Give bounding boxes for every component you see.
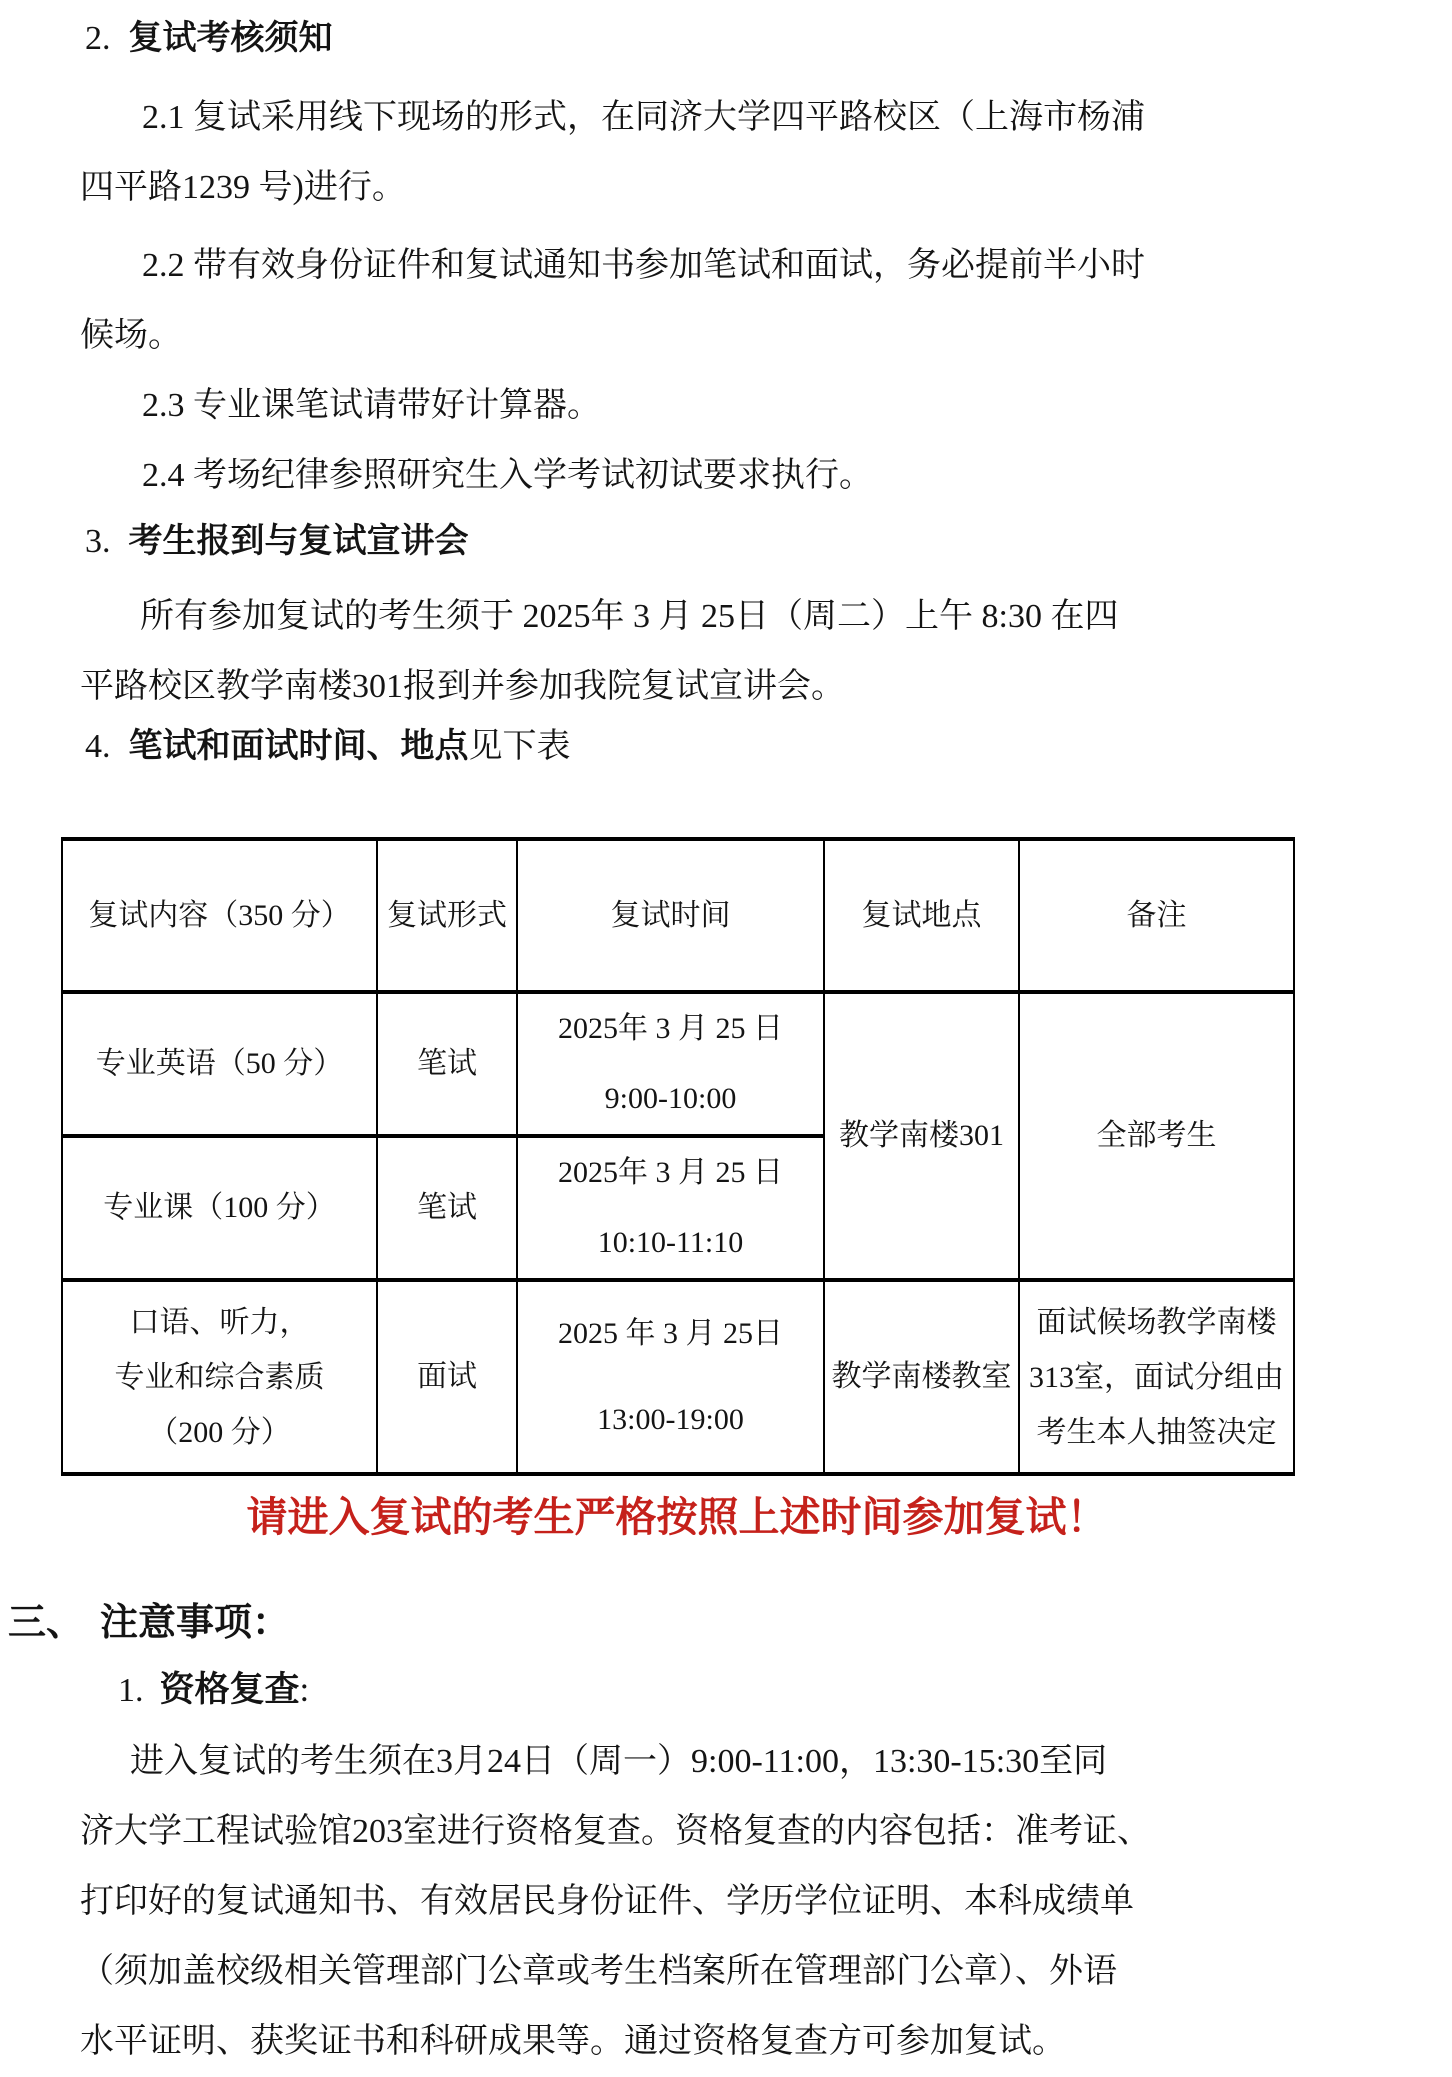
section-heading-4 <box>85 722 1367 771</box>
cell-time-course <box>517 1136 824 1280</box>
paragraph-3-line-2: 平路校区教学南楼301报到并参加我院复试宣讲会。 <box>80 668 845 705</box>
notice-item-1-title: 资格复查 <box>159 1670 300 1709</box>
header-form: 复试形式 <box>377 839 517 992</box>
header-time: 复试时间 <box>517 839 824 992</box>
cell-time-english <box>517 992 824 1136</box>
qualification-line-3: 打印好的复试通知书、有效居民身份证件、学历学位证明、本科成绩单 <box>80 1883 1134 1920</box>
section-heading-2 <box>85 14 1367 63</box>
cell-form-written-1: 笔试 <box>377 992 517 1136</box>
cell-time-course-range: 10:10-11:10 <box>597 1226 744 1259</box>
cell-form-written-2: 笔试 <box>377 1136 517 1280</box>
paragraph-2-1-line-2: 四平路1239 号)进行。 <box>80 169 406 206</box>
cell-time-interview-range: 13:00-19:00 <box>597 1403 744 1437</box>
exam-schedule-table <box>61 837 1295 1476</box>
paragraph-3 <box>80 582 1367 722</box>
paragraph-2-1 <box>80 83 1367 223</box>
notice-section-heading <box>8 1598 1367 1648</box>
notice-section-number: 三、 <box>8 1602 85 1644</box>
qualification-line-2: 济大学工程试验馆203室进行资格复查。资格复查的内容包括：准考证、 <box>80 1813 1151 1850</box>
header-note: 备注 <box>1019 839 1294 992</box>
paragraph-2-3: 2.3 专业课笔试请带好计算器。 <box>142 387 601 424</box>
cell-time-course-date: 2025年 3 月 25 日 <box>558 1156 783 1189</box>
cell-content-interview-line-1: 口语、听力， <box>129 1305 310 1339</box>
table-row-english <box>62 992 1294 1136</box>
section-2-number: 2. <box>85 20 111 57</box>
qualification-line-5: 水平证明、获奖证书和科研成果等。通过资格复查方可参加复试。 <box>80 2023 1066 2060</box>
cell-content-interview-line-3: （200 分） <box>148 1415 291 1449</box>
section-2-title: 复试考核须知 <box>128 19 333 57</box>
section-4-number: 4. <box>85 728 111 765</box>
cell-location-merged: 教学南楼301 <box>824 992 1019 1280</box>
warning-text: 请进入复试的考生严格按照上述时间参加复试！ <box>246 1494 1108 1540</box>
cell-location-interview: 教学南楼教室 <box>824 1280 1019 1474</box>
paragraph-2-4: 2.4 考场纪律参照研究生入学考试初试要求执行。 <box>142 457 873 494</box>
paragraph-3-line-1: 所有参加复试的考生须于 2025年 3 月 25日（周二）上午 8:30 在四 <box>140 598 1119 635</box>
cell-content-interview <box>62 1280 377 1474</box>
notice-section-title: 注意事项： <box>100 1602 291 1644</box>
section-heading-3 <box>85 517 1367 566</box>
section-4-title-regular: 见下表 <box>468 728 571 765</box>
cell-note-interview-line-1: 面试候场教学南楼 <box>1036 1305 1277 1339</box>
notice-item-1-colon: : <box>299 1670 310 1709</box>
table-row-interview <box>62 1280 1294 1474</box>
header-location: 复试地点 <box>824 839 1019 992</box>
cell-note-merged: 全部考生 <box>1019 992 1294 1280</box>
cell-content-interview-line-2: 专业和综合素质 <box>114 1360 325 1394</box>
paragraph-2-1-line-1: 2.1 复试采用线下现场的形式，在同济大学四平路校区（上海市杨浦 <box>142 99 1145 136</box>
qualification-line-1: 进入复试的考生须在3月24日（周一）9:00-11:00，13:30-15:30至同 <box>130 1743 1108 1780</box>
header-content: 复试内容（350 分） <box>62 839 377 992</box>
qualification-line-4: （须加盖校级相关管理部门公章或考生档案所在管理部门公章）、外语 <box>80 1953 1117 1990</box>
paragraph-2-2-line-1: 2.2 带有效身份证件和复试通知书参加笔试和面试，务必提前半小时 <box>142 247 1145 284</box>
cell-content-english: 专业英语（50 分） <box>62 992 377 1136</box>
table-header-row <box>62 839 1294 992</box>
paragraph-2-2 <box>80 231 1367 371</box>
cell-time-interview-date: 2025 年 3 月 25日 <box>558 1316 783 1350</box>
section-4-title-bold: 笔试和面试时间、地点 <box>128 727 469 765</box>
qualification-paragraph <box>80 1727 1367 2077</box>
paragraph-2-2-line-2: 候场。 <box>80 317 182 354</box>
notice-item-1-number: 1. <box>118 1672 144 1709</box>
section-3-number: 3. <box>85 523 111 560</box>
cell-note-interview <box>1019 1280 1294 1474</box>
cell-time-interview <box>517 1280 824 1474</box>
notice-item-1-heading <box>118 1666 1367 1715</box>
cell-content-course: 专业课（100 分） <box>62 1136 377 1280</box>
cell-note-interview-line-3: 考生本人抽签决定 <box>1036 1415 1277 1449</box>
cell-time-english-date: 2025年 3 月 25 日 <box>558 1012 783 1045</box>
section-3-title: 考生报到与复试宣讲会 <box>128 522 469 560</box>
cell-note-interview-line-2: 313室，面试分组由 <box>1029 1360 1284 1394</box>
cell-form-interview: 面试 <box>377 1280 517 1474</box>
cell-time-english-range: 9:00-10:00 <box>604 1082 737 1115</box>
